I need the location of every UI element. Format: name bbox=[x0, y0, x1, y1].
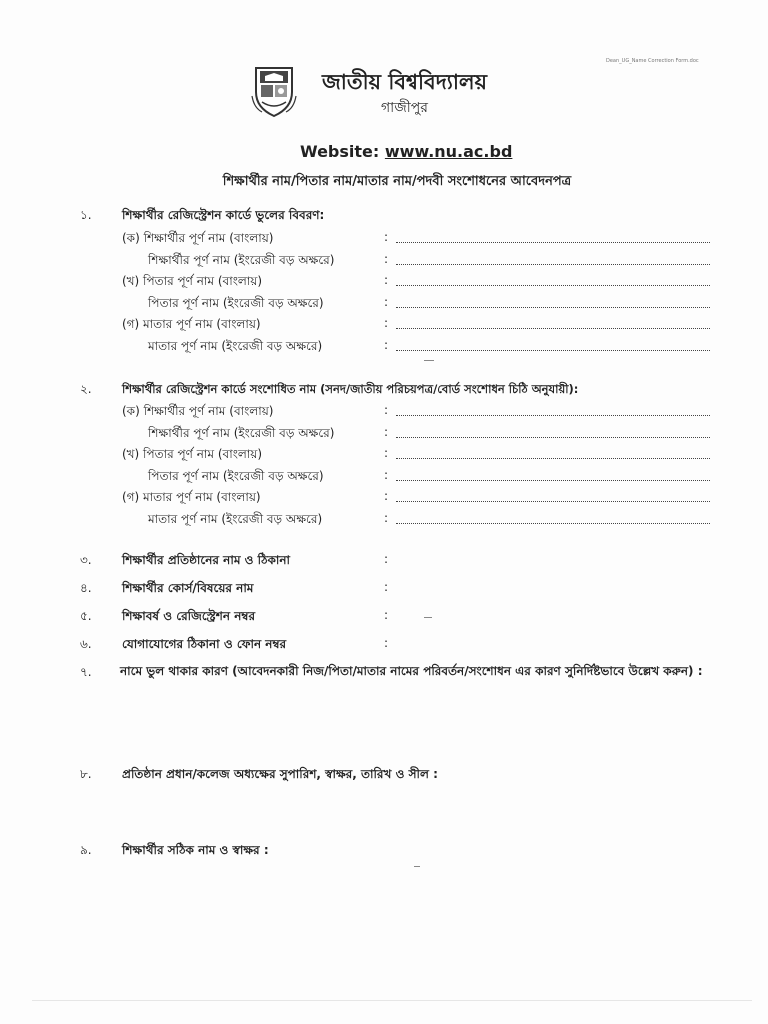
s2-father-name-english-label: পিতার পূর্ণ নাম (ইংরেজী বড় অক্ষরে) bbox=[148, 469, 324, 483]
s1-father-name-bangla-label: (খ) পিতার পূর্ণ নাম (বাংলায়) bbox=[122, 274, 263, 288]
colon: : bbox=[384, 468, 389, 482]
website-url: www.nu.ac.bd bbox=[384, 142, 513, 161]
s1-mother-name-english-label: মাতার পূর্ণ নাম (ইংরেজী বড় অক্ষরে) bbox=[148, 339, 323, 353]
website-label: Website: bbox=[300, 142, 380, 161]
colon: : bbox=[384, 636, 389, 650]
colon: : bbox=[384, 230, 389, 244]
colon: : bbox=[384, 338, 389, 352]
colon: : bbox=[384, 489, 389, 503]
s1-father-name-english-label: পিতার পূর্ণ নাম (ইংরেজী বড় অক্ষরে) bbox=[148, 296, 324, 310]
principal-recommendation-label: প্রতিষ্ঠান প্রধান/কলেজ অধ্যক্ষের সুপারিশ, স্বাক্ষর, তারিখ ও সীল : bbox=[122, 767, 438, 781]
university-city: গাজীপুর bbox=[381, 100, 428, 116]
s2-mother-name-bangla-field[interactable] bbox=[396, 500, 710, 502]
section-8-number: ৮. bbox=[80, 767, 92, 781]
s2-student-name-bangla-field[interactable] bbox=[396, 414, 710, 416]
section-9-number: ৯. bbox=[80, 843, 92, 857]
university-logo bbox=[250, 62, 298, 118]
colon: : bbox=[384, 295, 389, 309]
s2-mother-name-english-label: মাতার পূর্ণ নাম (ইংরেজী বড় অক্ষরে) bbox=[148, 512, 323, 526]
section-1-heading: শিক্ষার্থীর রেজিস্ট্রেশন কার্ডে ভুলের বিবরণ: bbox=[122, 208, 325, 222]
s1-father-name-english-field[interactable] bbox=[396, 306, 710, 308]
colon: : bbox=[384, 580, 389, 594]
s1-mother-name-bangla-field[interactable] bbox=[396, 327, 710, 329]
colon: : bbox=[384, 511, 389, 525]
colon: : bbox=[384, 252, 389, 266]
section-7-number: ৭. bbox=[80, 665, 92, 679]
scan-speck bbox=[414, 866, 420, 867]
section-3-number: ৩. bbox=[80, 553, 92, 567]
session-registration-label: শিক্ষাবর্ষ ও রেজিস্ট্রেশন নম্বর bbox=[122, 609, 256, 623]
scan-speck bbox=[424, 617, 432, 618]
s1-mother-name-bangla-label: (গ) মাতার পূর্ণ নাম (বাংলায়) bbox=[122, 317, 261, 331]
s2-student-name-english-field[interactable] bbox=[396, 436, 710, 438]
student-name-signature-label: শিক্ষার্থীর সঠিক নাম ও স্বাক্ষর : bbox=[122, 843, 269, 857]
colon: : bbox=[384, 608, 389, 622]
s1-father-name-bangla-field[interactable] bbox=[396, 284, 710, 286]
colon: : bbox=[384, 403, 389, 417]
institution-name-address-label: শিক্ষার্থীর প্রতিষ্ঠানের নাম ও ঠিকানা bbox=[122, 553, 291, 567]
section-6-number: ৬. bbox=[80, 637, 92, 651]
scan-speck bbox=[424, 360, 434, 361]
contact-address-phone-label: যোগাযোগের ঠিকানা ও ফোন নম্বর bbox=[122, 637, 287, 651]
s2-father-name-bangla-field[interactable] bbox=[396, 457, 710, 459]
university-name: জাতীয় বিশ্ববিদ্যালয় bbox=[322, 70, 487, 94]
s2-student-name-bangla-label: (ক) শিক্ষার্থীর পূর্ণ নাম (বাংলায়) bbox=[122, 404, 274, 418]
colon: : bbox=[384, 552, 389, 566]
s1-student-name-bangla-label: (ক) শিক্ষার্থীর পূর্ণ নাম (বাংলায়) bbox=[122, 231, 274, 245]
s2-father-name-bangla-label: (খ) পিতার পূর্ণ নাম (বাংলায়) bbox=[122, 447, 263, 461]
section-2-number: ২. bbox=[80, 382, 92, 396]
s2-mother-name-english-field[interactable] bbox=[396, 522, 710, 524]
section-1-number: ১. bbox=[80, 208, 92, 222]
s1-student-name-english-label: শিক্ষার্থীর পূর্ণ নাম (ইংরেজী বড় অক্ষরে) bbox=[148, 253, 335, 267]
section-4-number: ৪. bbox=[80, 581, 92, 595]
s1-student-name-bangla-field[interactable] bbox=[396, 241, 710, 243]
colon: : bbox=[384, 425, 389, 439]
name-error-reason-text: নামে ভুল থাকার কারণ (আবেদনকারী নিজ/পিতা/মাতার নামের পরিবর্তন/সংশোধন এর কারণ সুনির্দিষ্টভাবে উল্লেখ করুন) : bbox=[120, 664, 703, 678]
s2-student-name-english-label: শিক্ষার্থীর পূর্ণ নাম (ইংরেজী বড় অক্ষরে) bbox=[148, 426, 335, 440]
s2-father-name-english-field[interactable] bbox=[396, 479, 710, 481]
s2-mother-name-bangla-label: (গ) মাতার পূর্ণ নাম (বাংলায়) bbox=[122, 490, 261, 504]
s1-mother-name-english-field[interactable] bbox=[396, 349, 710, 351]
s1-student-name-english-field[interactable] bbox=[396, 263, 710, 265]
website-line bbox=[300, 142, 560, 161]
colon: : bbox=[384, 316, 389, 330]
file-reference: Dean_UG_Name Correction Form.doc bbox=[606, 58, 699, 64]
colon: : bbox=[384, 446, 389, 460]
colon: : bbox=[384, 273, 389, 287]
page-edge-line bbox=[32, 1000, 752, 1001]
section-5-number: ৫. bbox=[80, 609, 92, 623]
section-2-heading: শিক্ষার্থীর রেজিস্ট্রেশন কার্ডে সংশোধিত নাম (সনদ/জাতীয় পরিচয়পত্র/বোর্ড সংশোধন চিঠি অনুযায়ী): bbox=[122, 382, 579, 396]
form-title: শিক্ষার্থীর নাম/পিতার নাম/মাতার নাম/পদবী সংশোধনের আবেদনপত্র bbox=[222, 174, 572, 189]
course-subject-label: শিক্ষার্থীর কোর্স/বিষয়ের নাম bbox=[122, 581, 254, 595]
